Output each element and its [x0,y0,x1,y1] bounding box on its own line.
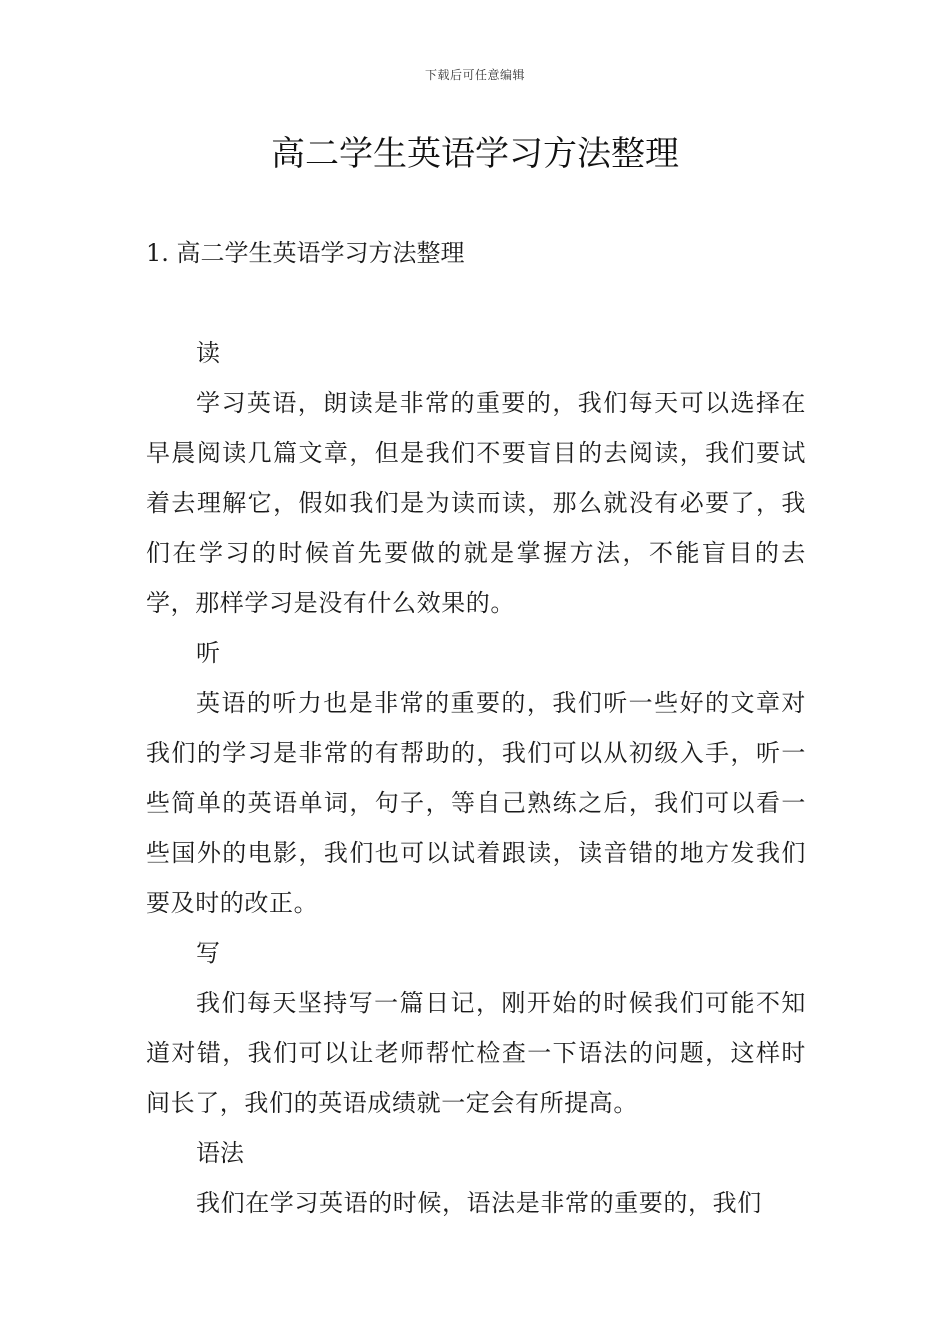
block-write [146,928,806,1128]
block-heading-write: 写 [196,939,220,967]
block-heading-listen: 听 [196,639,220,667]
document-title: 高二学生英语学习方法整理 [271,134,679,174]
block-paragraph-listen: 英语的听力也是非常的重要的，我们听一些好的文章对我们的学习是非常的有帮助的，我们可以从初级入手，听一些简单的英语单词，句子，等自己熟练之后，我们可以看一些国外的电影，我们也可以试着跟读，读音错的地方发我们要及时的改正。 [146,689,806,917]
block-paragraph-read: 学习英语，朗读是非常的重要的，我们每天可以选择在早晨阅读几篇文章，但是我们不要盲目的去阅读，我们要试着去理解它，假如我们是为读而读，那么就没有必要了，我们在学习的时候首先要做的就是掌握方法，不能盲目的去学，那样学习是没有什么效果的。 [146,389,806,617]
section-spacer [146,278,806,328]
block-listen [146,628,806,928]
block-grammar [146,1128,806,1228]
section-heading: 1. 高二学生英语学习方法整理 [146,239,465,267]
block-heading-read: 读 [196,339,220,367]
block-paragraph-grammar: 我们在学习英语的时候，语法是非常的重要的，我们 [196,1189,762,1217]
block-read [146,328,806,628]
block-paragraph-write: 我们每天坚持写一篇日记，刚开始的时候我们可能不知道对错，我们可以让老师帮忙检查一下语法的问题，这样时间长了，我们的英语成绩就一定会有所提高。 [146,989,806,1117]
document-body [146,228,806,1228]
header-note: 下载后可任意编辑 [424,68,525,82]
block-heading-grammar: 语法 [196,1139,244,1167]
